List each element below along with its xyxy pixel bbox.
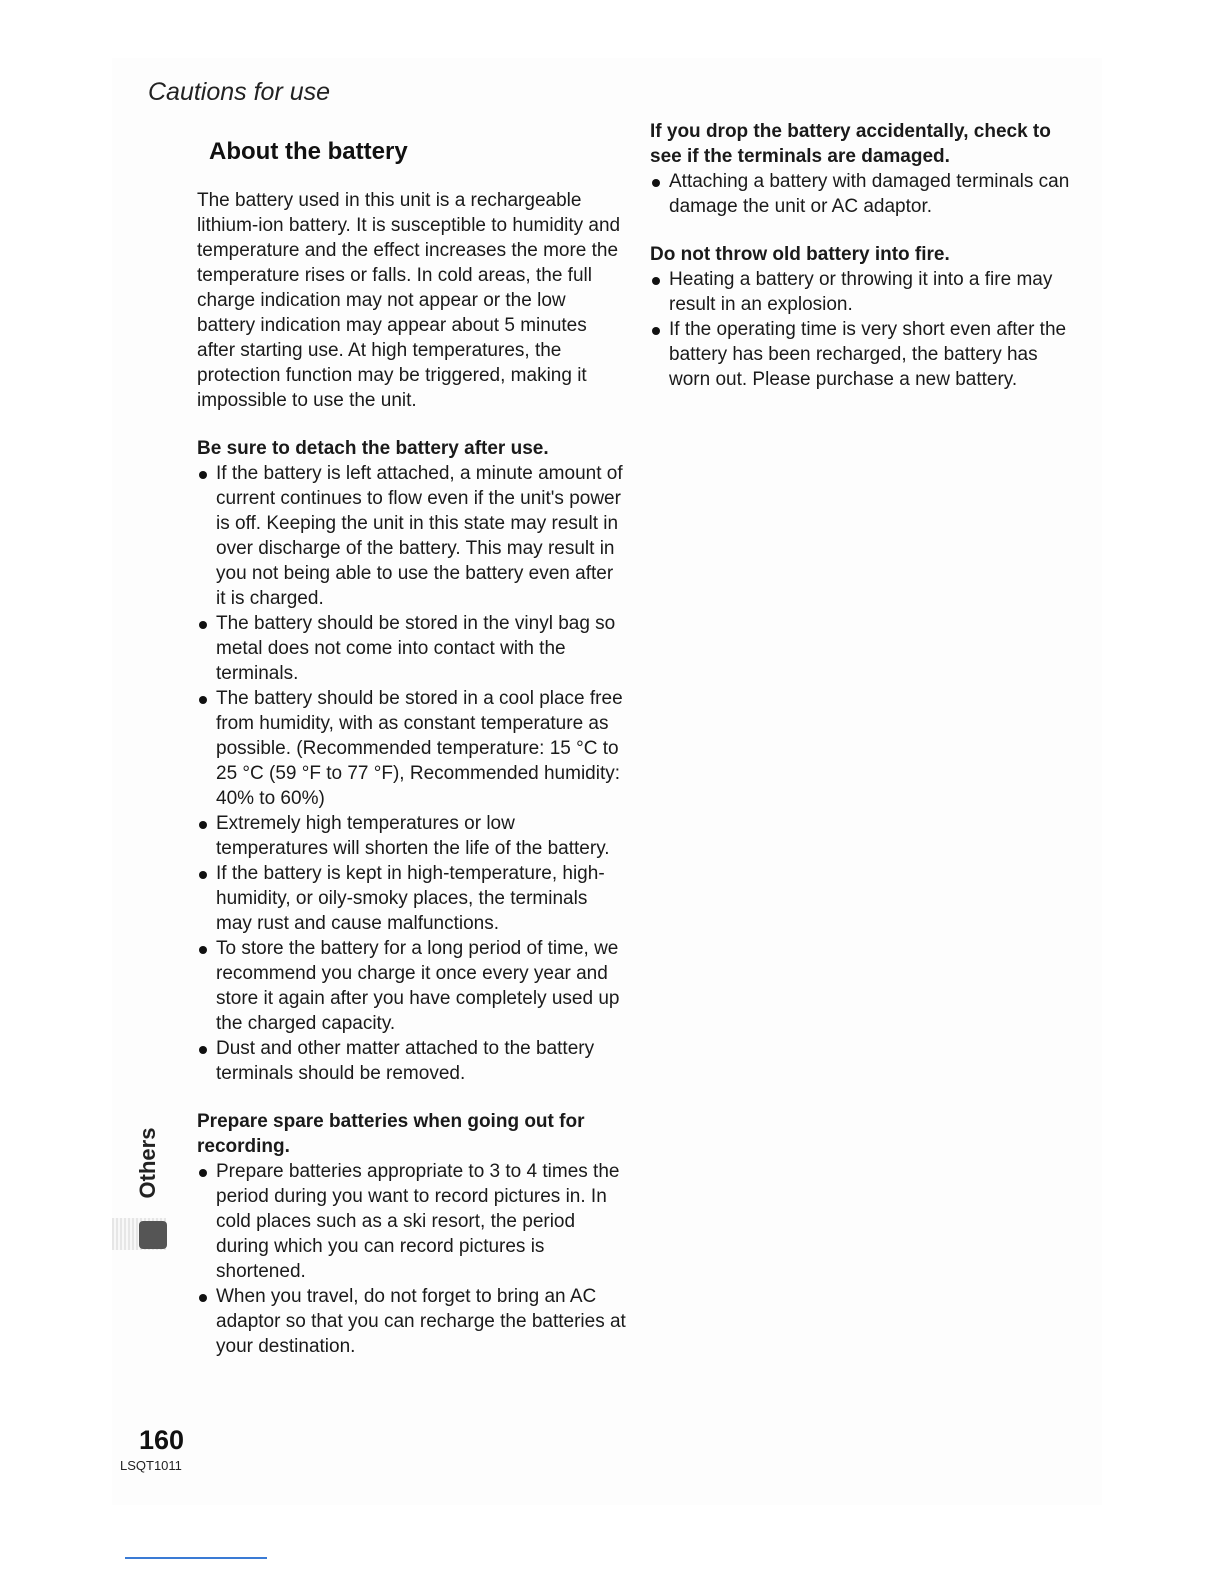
list-item [197, 811, 627, 861]
list-item-text: The battery should be stored in a cool place free from humidity, with as constant temperature as possible. (Recommended temperature: 15 °C to 25 °C (59 °F to 77 °F), Recommended humidity: 40% to 60%) [216, 688, 623, 809]
list-item [650, 267, 1080, 317]
list-item [650, 317, 1080, 392]
bullet-icon [199, 471, 207, 479]
drop-list [650, 169, 1080, 219]
bullet-icon [199, 621, 207, 629]
list-item-text: If the operating time is very short even after the battery has been recharged, the battery has worn out. Please purchase a new battery. [669, 319, 1067, 390]
bullet-icon [199, 1169, 207, 1177]
fire-heading: Do not throw old battery into fire. [650, 244, 950, 265]
list-item-text: The battery should be stored in the vinyl bag so metal does not come into contact with the terminals. [216, 613, 616, 684]
list-item-text: If the battery is left attached, a minute amount of current continues to flow even if the unit's power is off. Keeping the unit in this state may result in over discharge of the battery. This may result in you not being able to use the battery even after it is charged. [216, 463, 623, 609]
list-item [197, 1159, 627, 1284]
bullet-icon [652, 179, 660, 187]
bullet-icon [199, 1294, 207, 1302]
right-column [650, 119, 1080, 415]
side-tab [133, 1120, 163, 1210]
list-item-text: To store the battery for a long period of time, we recommend you charge it once every year and store it again after you have completely used up the charged capacity. [216, 938, 620, 1034]
list-item [197, 686, 627, 811]
list-item [197, 1036, 627, 1086]
list-item [197, 461, 627, 611]
list-item-text: Dust and other matter attached to the battery terminals should be removed. [216, 1038, 595, 1084]
bullet-icon [199, 946, 207, 954]
spare-heading: Prepare spare batteries when going out for recording. [197, 1111, 585, 1157]
section-title: Cautions for use [148, 78, 331, 106]
list-item-text: Attaching a battery with damaged terminals can damage the unit or AC adaptor. [669, 171, 1070, 217]
list-item [197, 861, 627, 936]
detach-list [197, 461, 627, 1086]
side-tab-marker-icon [139, 1221, 167, 1249]
bullet-icon [199, 696, 207, 704]
list-item [197, 1284, 627, 1359]
bullet-icon [199, 871, 207, 879]
bullet-icon [652, 277, 660, 285]
page-number: 160 [139, 1425, 185, 1455]
scan-edge-line [125, 1557, 267, 1559]
document-code: LSQT1011 [120, 1458, 182, 1473]
list-item [197, 611, 627, 686]
side-tab-label: Others [135, 1127, 160, 1199]
list-item [650, 169, 1080, 219]
spare-list [197, 1159, 627, 1359]
drop-heading: If you drop the battery accidentally, check to see if the terminals are damaged. [650, 121, 1051, 167]
list-item [197, 936, 627, 1036]
intro-paragraph: The battery used in this unit is a rechargeable lithium-ion battery. It is susceptible to humidity and temperature and the effect increases the more the temperature rises or falls. In cold areas, the full charge indication may not appear or the low battery indication may appear about 5 minutes after starting use. At high temperatures, the protection function may be triggered, making it impossible to use the unit. [197, 190, 621, 411]
list-item-text: Prepare batteries appropriate to 3 to 4 times the period during you want to record pictures in. In cold places such as a ski resort, the period during which you can record pictures is shortened. [216, 1161, 620, 1282]
detach-heading: Be sure to detach the battery after use. [197, 438, 549, 459]
bullet-icon [199, 1046, 207, 1054]
list-item-text: If the battery is kept in high-temperature, high-humidity, or oily-smoky places, the terminals may rust and cause malfunctions. [216, 863, 605, 934]
list-item-text: Heating a battery or throwing it into a fire may result in an explosion. [669, 269, 1053, 315]
left-column [197, 188, 627, 1382]
list-item-text: When you travel, do not forget to bring an AC adaptor so that you can recharge the batteries at your destination. [216, 1286, 626, 1357]
bullet-icon [652, 327, 660, 335]
main-heading: About the battery [209, 138, 408, 165]
fire-list [650, 267, 1080, 392]
list-item-text: Extremely high temperatures or low temperatures will shorten the life of the battery. [216, 813, 610, 859]
bullet-icon [199, 821, 207, 829]
